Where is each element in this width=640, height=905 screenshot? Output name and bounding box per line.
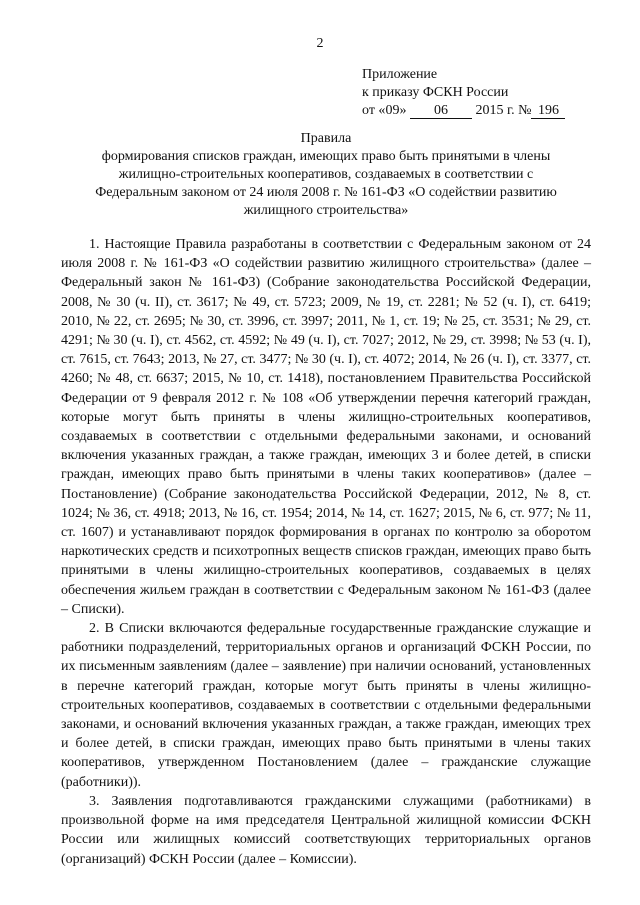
appendix-order-ref: к приказу ФСКН России <box>362 85 509 100</box>
date-month: 06 <box>410 103 472 119</box>
title-line: жилищно-строительных кооперативов, создаваемых в соответствии с <box>118 167 534 182</box>
date-prefix: от « <box>362 103 386 118</box>
paragraph-2: 2. В Списки включаются федеральные государственные гражданские служащие и работники подразделений, территориальных органов и организаций ФСКН России, по их письменным заявлениям (далее – заявление) при наличии оснований, установленных в перечне категорий граждан, которые могут быть приняты в члены жилищно-строительных кооперативов, создаваемых в соответствии с отдельными федеральными законами, и оснований включения указанных граждан, а также граждан, имеющих трех и более детей, в списки граждан, имеющих право быть принятыми в члены таких кооперативов, утвержденном Постановлением (далее – гражданские служащие (работники)). <box>61 621 591 790</box>
appendix-header <box>362 66 565 120</box>
title-line: формирования списков граждан, имеющих право быть принятыми в члены <box>101 149 551 164</box>
title-line: жилищного строительства» <box>243 203 409 218</box>
document-body <box>61 235 591 869</box>
title-heading: Правила <box>300 131 352 146</box>
document-title <box>70 130 582 220</box>
paragraph-3: 3. Заявления подготавливаются гражданскими служащими (работниками) в произвольной форме на имя председателя Центральной жилищной комиссии ФСКН России или жилищных комиссий соответствующих территориальных органов (организаций) ФСКН России (далее – Комиссии). <box>61 793 591 867</box>
paragraph-1: 1. Настоящие Правила разработаны в соответствии с Федеральным законом от 24 июля 2008 г. № 161-ФЗ «О содействии развитию жилищного строительства» (далее – Федеральный закон № 161-ФЗ) (Собрание законодательства Российской Федерации, 2008, № 30 (ч. II), ст. 3617; № 49, ст. 5723; 2009, № 19, ст. 2281; № 52 (ч. I), ст. 6419; 2010, № 22, ст. 2695; № 30, ст. 3996, ст. 3997; 2011, № 1, ст. 19; № 25, ст. 3531; № 29, ст. 4291; № 30 (ч. I), ст. 4562, ст. 4592; № 49 (ч. I), ст. 7027; 2012, № 29, ст. 3998; № 53 (ч. I), ст. 7615, ст. 7643; 2013, № 27, ст. 3477; № 30 (ч. I), ст. 4072; 2014, № 26 (ч. I), ст. 3377, ст. 4260; № 48, ст. 6637; 2015, № 10, ст. 1418), постановлением Правительства Российской Федерации от 9 февраля 2012 г. № 108 «Об утверждении перечня категорий граждан, которые могут быть приняты в члены жилищно-строительных кооперативов, создаваемых в соответствии с отдельными федеральными законами, и оснований включения указанных граждан, а также граждан, имеющих 3 и более детей, в списки граждан, имеющих право быть принятыми в члены таких кооперативов» (далее – Постановление) (Собрание законодательства Российской Федерации, 2012, № 8, ст. 1024; № 36, ст. 4918; 2013, № 16, ст. 1954; 2014, № 14, ст. 1627; 2015, № 6, ст. 977; № 11, ст. 1607) и устанавливают порядок формирования в органах по контролю за оборотом наркотических средств и психотропных веществ списков граждан, имеющих право быть принятыми в члены жилищно-строительных кооперативов, создаваемых в целях обеспечения жильем граждан в соответствии с Федеральным законом № 161-ФЗ (далее – Списки). <box>61 237 591 617</box>
appendix-date-line <box>362 102 565 120</box>
title-line: Федеральным законом от 24 июля 2008 г. № 161-ФЗ «О содействии развитию <box>95 185 557 200</box>
appendix-label: Приложение <box>362 67 438 82</box>
date-year: 2015 г. № <box>475 103 532 118</box>
order-number: 196 <box>531 103 565 119</box>
page-number: 2 <box>316 36 324 51</box>
date-day: 09 <box>385 103 400 118</box>
date-mid: » <box>399 103 407 118</box>
